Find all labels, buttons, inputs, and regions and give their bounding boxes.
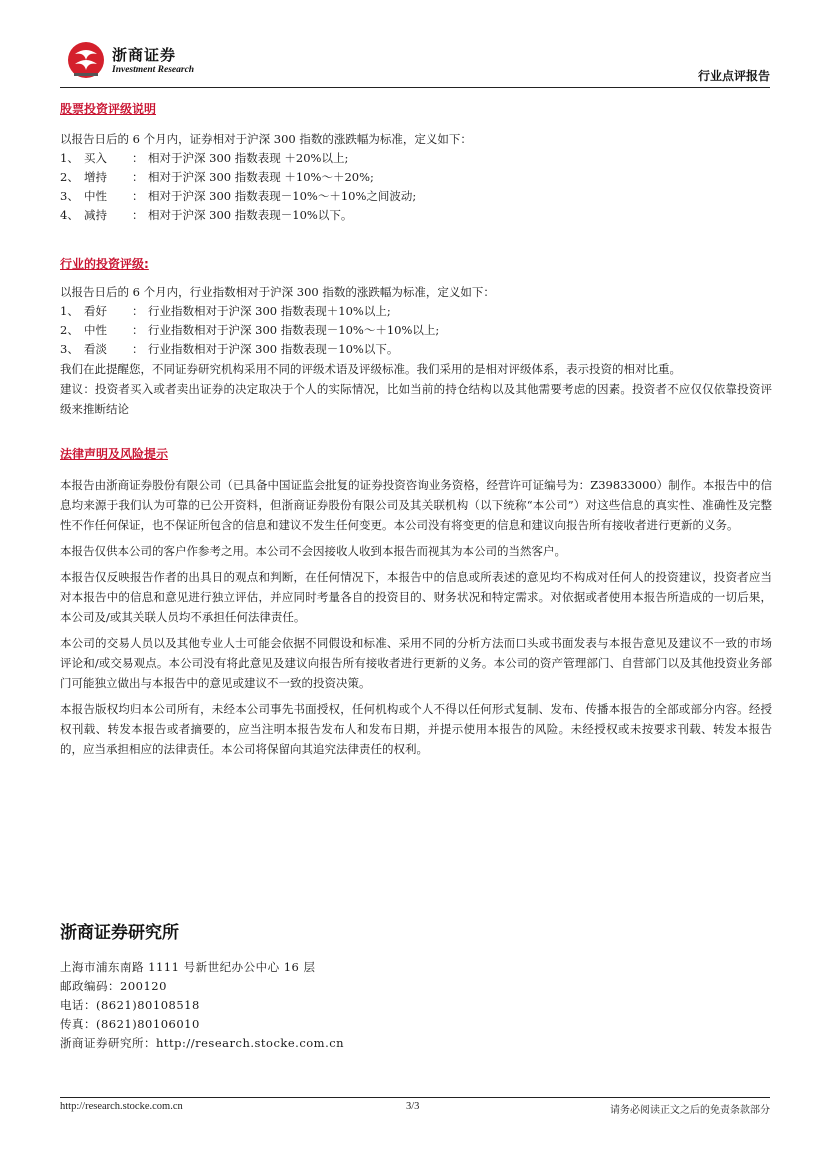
firm-website: 浙商证券研究所：http://research.stocke.com.cn: [60, 1036, 345, 1050]
list-item: 1、 看好 ： 行业指数相对于沪深 300 指数表现＋10%以上;: [60, 304, 391, 318]
list-item: 1、 买入 ： 相对于沪深 300 指数表现 ＋20%以上;: [60, 151, 349, 165]
logo-english-text: Investment Research: [112, 65, 195, 75]
footer-url-link[interactable]: http://research.stocke.com.cn: [60, 1101, 183, 1112]
legal-paragraph: 本公司的交易人员以及其他专业人士可能会依据不同假设和标准、采用不同的分析方法而口头或书面发表与本报告意见及建议不一致的市场评论和/或交易观点。本公司没有将此意见及建议向报告所有接收者进行更新的义务。本公司的资产管理部门、自营部门以及其他投资业务部门可能独立做出与本报告中的意见或建议不一致的投资决策。: [60, 636, 772, 690]
legal-paragraph: 本报告由浙商证券股份有限公司（已具备中国证监会批复的证券投资咨询业务资格，经营许可证编号为：Z39833000）制作。本报告中的信息均来源于我们认为可靠的已公开资料，但浙商证券股份有限公司及其关联机构（以下统称“本公司”）对这些信息的真实性、准确性及完整性不作任何保证，也不保证所包含的信息和建议不发生任何变更。本公司没有将变更的信息和建议向报告所有接收者进行更新的义务。: [60, 478, 772, 532]
industry-rating-intro: 以报告日后的 6 个月内，行业指数相对于沪深 300 指数的涨跌幅为标准，定义如下：: [60, 285, 495, 299]
industry-rating-note: 我们在此提醒您，不同证券研究机构采用不同的评级术语及评级标准。我们采用的是相对评级体系，表示投资的相对比重。: [60, 362, 681, 376]
firm-name: 浙商证券研究所: [60, 923, 179, 943]
legal-paragraph: 本报告版权均归本公司所有，未经本公司事先书面授权，任何机构或个人不得以任何形式复制、发布、传播本报告的全部或部分内容。经授权刊载、转发本报告或者摘要的，应当注明本报告发布人和发布日期，并提示使用本报告的风险。未经授权或未按要求刊载、转发本报告的，应当承担相应的法律责任。本公司将保留向其追究法律责任的权利。: [60, 702, 772, 756]
header-divider: [60, 87, 770, 88]
firm-fax: 传真：(8621)80106010: [60, 1017, 200, 1031]
footer-divider: [60, 1097, 770, 1098]
legal-paragraph: 本报告仅反映报告作者的出具日的观点和判断，在任何情况下，本报告中的信息或所表述的意见均不构成对任何人的投资建议，投资者应当对本报告中的信息和意见进行独立评估，并应同时考量各自的投资目的、财务状况和特定需求。对依据或者使用本报告所造成的一切后果，本公司及/或其关联人员均不承担任何法律责任。: [60, 570, 772, 624]
industry-rating-title: 行业的投资评级:: [60, 257, 149, 271]
investment-advice-note: 建议：投资者买入或者卖出证券的决定取决于个人的实际情况，比如当前的持仓结构以及其他需要考虑的因素。投资者不应仅仅依靠投资评级来推断结论: [60, 382, 772, 416]
stock-rating-intro: 以报告日后的 6 个月内，证券相对于沪深 300 指数的涨跌幅为标准，定义如下：: [60, 132, 472, 146]
logo-chinese-text: 浙商证券: [112, 46, 177, 64]
legal-paragraph: 本报告仅供本公司的客户作参考之用。本公司不会因接收人收到本报告而视其为本公司的当然客户。: [60, 544, 566, 558]
disclaimer-notice: 请务必阅读正文之后的免责条款部分: [610, 1105, 770, 1116]
firm-address: 上海市浦东南路 1111 号新世纪办公中心 16 层: [60, 960, 316, 974]
list-item: 2、 增持 ： 相对于沪深 300 指数表现 ＋10%～＋20%;: [60, 170, 374, 184]
list-item: 4、 减持 ： 相对于沪深 300 指数表现－10%以下。: [60, 208, 353, 222]
page-header: [60, 38, 770, 88]
list-item: 2、 中性 ： 行业指数相对于沪深 300 指数表现－10%～＋10%以上;: [60, 323, 440, 337]
stock-rating-title: 股票投资评级说明: [60, 102, 157, 116]
legal-disclaimer-title: 法律声明及风险提示: [60, 447, 169, 461]
page-number: 3/3: [406, 1101, 420, 1112]
list-item: 3、 看淡 ： 行业指数相对于沪深 300 指数表现－10%以下。: [60, 342, 399, 356]
firm-phone: 电话：(8621)80108518: [60, 998, 200, 1012]
page-footer: [60, 1101, 770, 1117]
contact-info: [60, 958, 560, 1053]
main-content: [60, 100, 772, 759]
firm-postcode: 邮政编码：200120: [60, 979, 167, 993]
zheshang-logo-icon: [66, 40, 106, 80]
report-type-label: 行业点评报告: [697, 69, 770, 83]
list-item: 3、 中性 ： 相对于沪深 300 指数表现－10%～＋10%之间波动;: [60, 189, 417, 203]
